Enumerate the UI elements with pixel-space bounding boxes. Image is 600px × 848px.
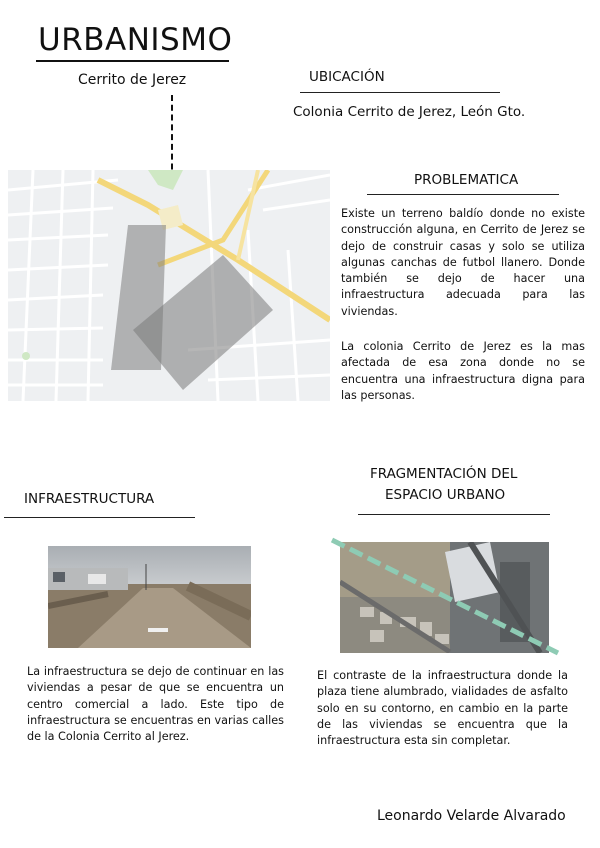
- fragmentacion-text: El contraste de la infraestructura donde la plaza tiene alumbrado, vialidades de asfalto solo en su contorno, en cambio en la parte de las viviendas se encuentra que la infraestructura esta sin completar.: [317, 669, 568, 748]
- page-subtitle: Cerrito de Jerez: [78, 72, 187, 88]
- fragmentacion-heading-line-2: ESPACIO URBANO: [385, 487, 506, 503]
- problematica-rule: [367, 194, 559, 195]
- problematica-heading: PROBLEMATICA: [414, 172, 519, 188]
- infraestructura-rule: [4, 517, 195, 518]
- ubicacion-rule: [300, 92, 500, 93]
- infraestructura-text: La infraestructura se dejo de continuar en las viviendas a pesar de que se encuentra un centro comercial a lado. Este tipo de infraestructura se encuentras en varias calles de la Colonia Cerrito al Jerez.: [27, 665, 284, 744]
- problematica-paragraph-1: Existe un terreno baldío donde no existe construcción alguna, en Cerrito de Jerez se dejo de construir casas y solo se utiliza algunas canchas de futbol llanero. Donde también se dejo de hacer una infraestructura adecuada para las viviendas.: [341, 207, 585, 318]
- page-title: URBANISMO: [38, 22, 233, 58]
- fragmentacion-rule: [358, 514, 550, 515]
- fragmentation-divider-line: [330, 537, 562, 657]
- problematica-paragraph-2: La colonia Cerrito de Jerez es la mas afectada de esa zona donde no se encuentra una infraestructura digna para las personas.: [341, 340, 585, 402]
- fragmentacion-heading-line-1: FRAGMENTACIÓN DEL: [370, 466, 518, 482]
- title-underline: [36, 60, 229, 62]
- author-name: Leonardo Velarde Alvarado: [377, 808, 566, 824]
- street-photo-graphic: [48, 546, 251, 648]
- infraestructura-photo: [48, 546, 251, 648]
- ubicacion-text: Colonia Cerrito de Jerez, León Gto.: [293, 104, 526, 120]
- infraestructura-heading: INFRAESTRUCTURA: [24, 491, 155, 507]
- map-graphic: [8, 170, 330, 401]
- location-map: [8, 170, 330, 401]
- ubicacion-heading: UBICACIÓN: [309, 69, 385, 85]
